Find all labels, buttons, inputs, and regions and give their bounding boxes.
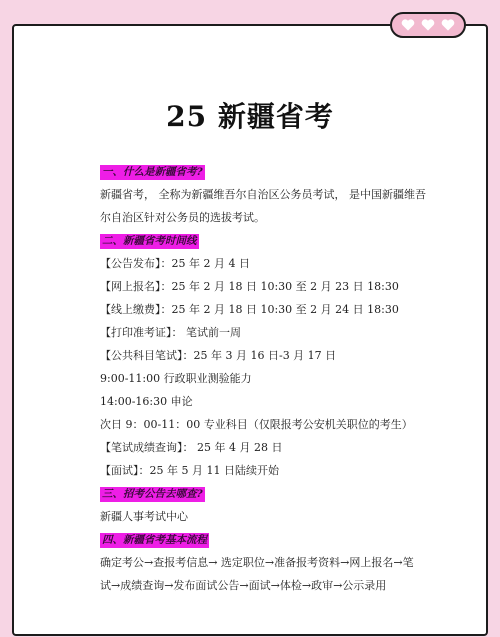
timeline-item: 【公告发布】：25 年 2 月 4 日: [100, 257, 250, 270]
heart-icon: [421, 18, 435, 32]
paragraph-line: 新疆省考， 全称为新疆维吾尔自治区公务员考试， 是中国新疆维吾: [100, 188, 426, 201]
timeline-item: 【公共科目笔试】：25 年 3 月 16 日-3 月 17 日: [100, 349, 337, 362]
section-heading-where: 三、招考公告去哪查?: [102, 487, 203, 500]
heart-icon: [441, 18, 455, 32]
timeline-item: 14:00-16:30 申论: [100, 395, 193, 408]
timeline-item: 【线上缴费】：25 年 2 月 18 日 10:30 至 2 月 24 日 18:30: [100, 303, 399, 316]
timeline-item: 【笔试成绩查询】： 25 年 4 月 28 日: [100, 441, 283, 454]
section-heading-timeline: 二、新疆省考时间线: [102, 234, 197, 247]
timeline-item: 【网上报名】：25 年 2 月 18 日 10:30 至 2 月 23 日 18:30: [100, 280, 399, 293]
hearts-badge: [390, 12, 466, 38]
timeline-item: 9:00-11:00 行政职业测验能力: [100, 372, 252, 385]
paragraph-line: 新疆人事考试中心: [100, 510, 188, 523]
page-title: 25 新疆省考: [166, 100, 334, 133]
paragraph-line: 试→成绩查询→发布面试公告→面试→体检→政审→公示录用: [100, 579, 387, 592]
paragraph-line: 确定考公→查报考信息→ 选定职位→准备报考资料→网上报名→笔: [100, 556, 414, 569]
heart-icon: [401, 18, 415, 32]
section-heading-what: 一、什么是新疆省考?: [102, 165, 203, 178]
timeline-item: 次日 9：00-11：00 专业科目（仅限报考公安机关职位的考生）: [100, 418, 413, 431]
paragraph-line: 尔自治区针对公务员的选拔考试。: [100, 211, 265, 224]
timeline-item: 【面试】：25 年 5 月 11 日陆续开始: [100, 464, 279, 477]
section-heading-process: 四、新疆省考基本流程: [102, 533, 207, 546]
document-body: [100, 160, 426, 597]
timeline-item: 【打印准考证】： 笔试前一周: [100, 326, 241, 339]
